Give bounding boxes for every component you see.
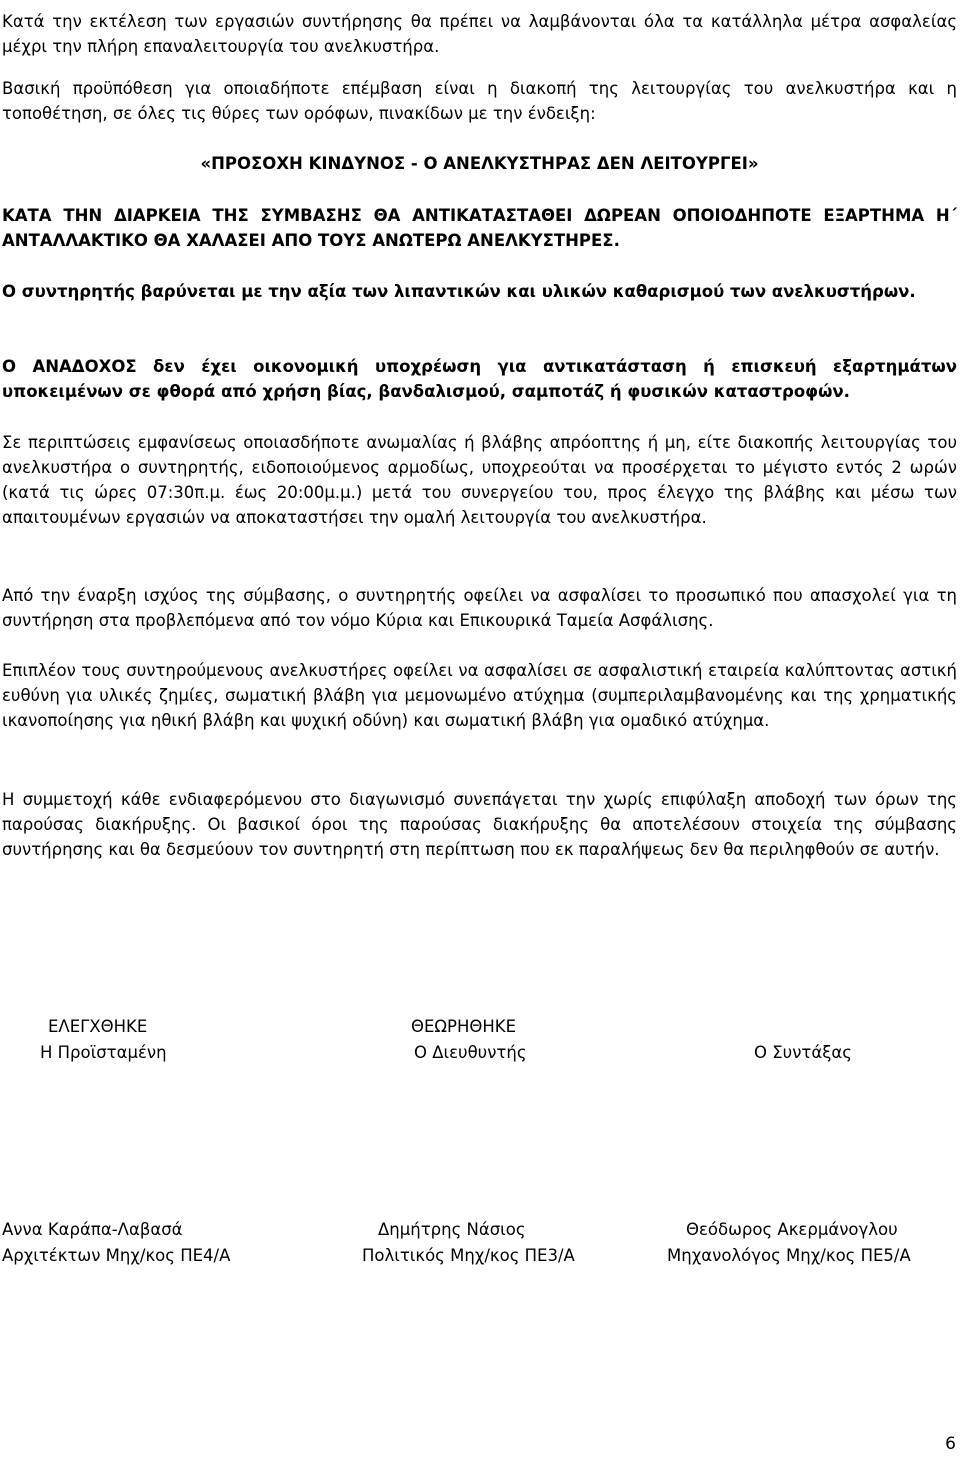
paragraph-contractor-obligation: Ο ΑΝΑΔΟΧΟΣ δεν έχει οικονομική υποχρέωση για αντικατάσταση ή επισκευή εξαρτημάτων υποκειμένων σε φθορά από χρήση βίας, βανδαλισμού, σαμποτάζ ή φυσικών καταστροφών. — [2, 357, 957, 401]
signer3-title: Μηχανολόγος Μηχ/κος ΠΕ5/Α — [667, 1246, 911, 1265]
signer2-name: Δημήτρης Νάσιος — [378, 1220, 526, 1239]
paragraph-free-replacement: ΚΑΤΑ ΤΗΝ ΔΙΑΡΚΕΙΑ ΤΗΣ ΣΥΜΒΑΣΗΣ ΘΑ ΑΝΤΙΚΑΤΑΣΤΑΘΕΙ ΔΩΡΕΑΝ ΟΠΟΙΟΔΗΠΟΤΕ ΕΞΑΡΤΗΜΑ Η΄ ΑΝΤΑΛΛΑΚΤΙΚΟ ΘΑ ΧΑΛΑΣΕΙ ΑΠΟ ΤΟΥΣ ΑΝΩΤΕΡΩ ΑΝΕΛΚΥΣΤΗΡΕΣ. — [2, 206, 957, 250]
warning-sign-text: «ΠΡΟΣΟΧΗ ΚΙΝΔΥΝΟΣ - Ο ΑΝΕΛΚΥΣΤΗΡΑΣ ΔΕΝ ΛΕΙΤΟΥΡΓΕΙ» — [200, 154, 759, 173]
signer1-name: Αννα Καράπα-Λαβασά — [2, 1220, 183, 1239]
paragraph-safety-measures: Κατά την εκτέλεση των εργασιών συντήρησης θα πρέπει να λαμβάνονται όλα τα κατάλληλα μέτρα ασφαλείας μέχρι την πλήρη επαναλειτουργία του ανελκυστήρα. — [2, 12, 957, 56]
signer3-name: Θεόδωρος Ακερμάνογλου — [686, 1220, 898, 1239]
paragraph-prerequisite: Βασική προϋπόθεση για οποιαδήποτε επέμβαση είναι η διακοπή της λειτουργίας του ανελκυστήρα και η τοποθέτηση, σε όλες τις θύρες των ορόφων, πινακίδων με την ένδειξη: — [2, 79, 957, 123]
page-number: 6 — [945, 1434, 956, 1454]
approved-label: ΘΕΩΡΗΘΗΚΕ — [411, 1017, 517, 1036]
paragraph-staff-insurance: Από την έναρξη ισχύος της σύμβασης, ο συντηρητής οφείλει να ασφαλίσει το προσωπικό που απασχολεί για τη συντήρηση στα προβλεπόμενα από τον νόμο Κύρια και Επικουρικά Ταμεία Ασφάλισης. — [2, 586, 957, 630]
paragraph-liability-insurance: Επιπλέον τους συντηρούμενους ανελκυστήρες οφείλει να ασφαλίσει σε ασφαλιστική εταιρεία καλύπτοντας αστική ευθύνη για υλικές ζημίες, σωματική βλάβη για μεμονωμένο ατύχημα (συμπεριλαμβανομένης και της χρηματικής ικανοποίησης για ηθική βλάβη και ψυχική οδύνη) και σωματική βλάβη για ομαδικό ατύχημα. — [2, 661, 957, 730]
paragraph-fault-response: Σε περιπτώσεις εμφανίσεως οποιασδήποτε ανωμαλίας ή βλάβης απρόοπτης ή μη, είτε διακοπής λειτουργίας του ανελκυστήρα ο συντηρητής, ειδοποιούμενος αρμοδίως, υποχρεούται να προσέρχεται το μέγιστο εντός 2 ωρών (κατά τις ώρες 07:30π.μ. έως 20:00μ.μ.) μετά του συνεργείου του, προς έλεγχο της βλάβης και μέσω των απαιτουμένων εργασιών να αποκαταστήσει την ομαλή λειτουργία του ανελκυστήρα. — [2, 433, 957, 527]
checked-role: Η Προϊσταμένη — [40, 1043, 167, 1062]
paragraph-participation-terms: Η συμμετοχή κάθε ενδιαφερόμενου στο διαγωνισμό συνεπάγεται την χωρίς επιφύλαξη αποδοχή των όρων της παρούσας διακήρυξης. Οι βασικοί όροι της παρούσας διακήρυξης θα αποτελέσουν στοιχεία της σύμβασης συντήρησης και θα δεσμεύουν τον συντηρητή στη περίπτωση που εκ παραλήψεως δεν θα περιληφθούν σε αυτήν. — [2, 790, 957, 859]
signer1-title: Αρχιτέκτων Μηχ/κος ΠΕ4/Α — [2, 1246, 231, 1265]
author-role: Ο Συντάξας — [754, 1043, 852, 1062]
checked-label: ΕΛΕΓΧΘΗΚΕ — [48, 1017, 148, 1036]
paragraph-lubricants: Ο συντηρητής βαρύνεται με την αξία των λιπαντικών και υλικών καθαρισμού των ανελκυστήρων. — [2, 282, 916, 301]
signer2-title: Πολιτικός Μηχ/κος ΠΕ3/Α — [362, 1246, 575, 1265]
approved-role: Ο Διευθυντής — [414, 1043, 527, 1062]
